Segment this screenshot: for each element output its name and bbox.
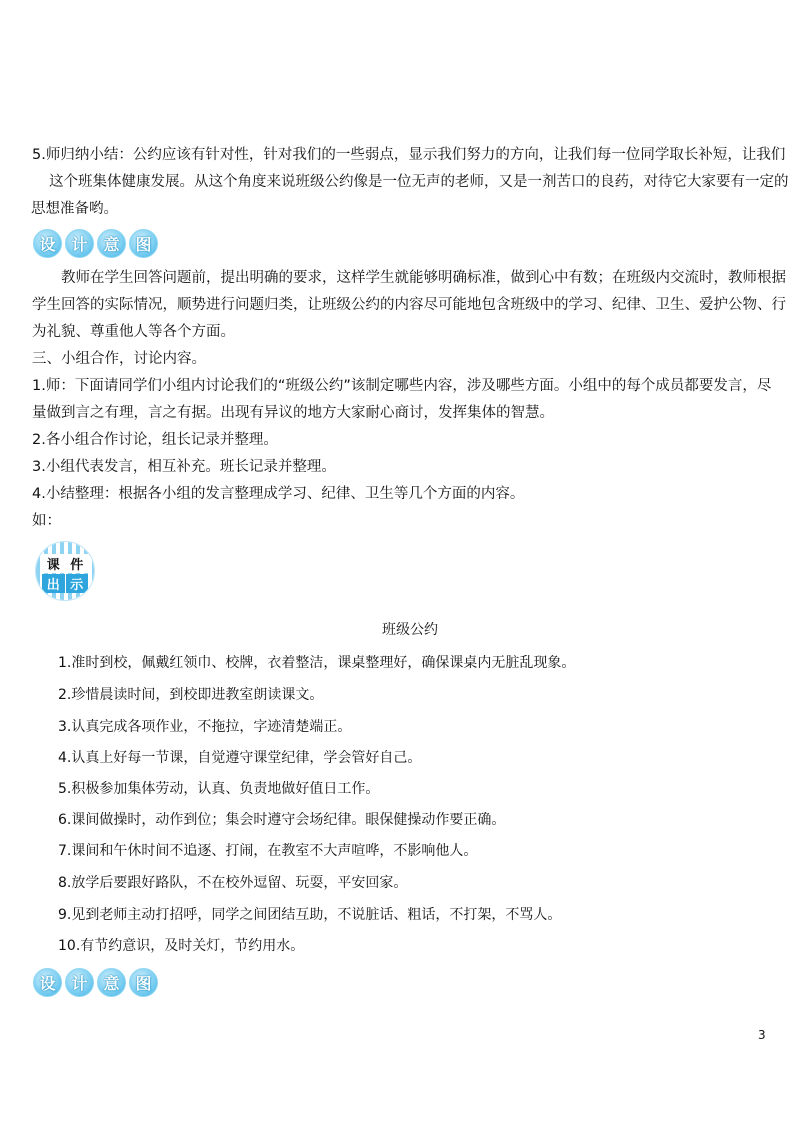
badge-char: 图 [129, 968, 158, 997]
badge-char: 计 [65, 968, 94, 997]
badge-char: 件 [66, 554, 89, 573]
rule-item: 9.见到老师主动打招呼，同学之间团结互助，不说脏话、粗话，不打架，不骂人。 [58, 907, 562, 923]
section-heading: 三、小组合作，讨论内容。 [32, 351, 206, 367]
rule-item: 6.课间做操时，动作到位；集会时遵守会场纪律。眼保健操动作要正确。 [58, 812, 506, 828]
step-1-line-2: 量做到言之有理，言之有据。出现有异议的地方大家耐心商讨，发挥集体的智慧。 [32, 405, 554, 421]
summary-line-2: 这个班集体健康发展。从这个角度来说班级公约像是一位无声的老师，又是一剂苦口的良药，对待它大家要有一定的 [49, 174, 789, 190]
badge-char: 计 [65, 229, 94, 258]
design-line-3: 为礼貌、尊重他人等各个方面。 [32, 324, 235, 340]
badge-char: 意 [97, 968, 126, 997]
rule-item: 2.珍惜晨读时间，到校即进教室朗读课文。 [58, 687, 324, 703]
design-intent-badge [33, 968, 158, 997]
rule-item: 8.放学后要跟好路队，不在校外逗留、玩耍，平安回家。 [58, 875, 408, 891]
step-3: 3.小组代表发言，相互补充。班长记录并整理。 [32, 459, 336, 475]
design-line-2: 学生回答的实际情况，顺势进行问题归类，让班级公约的内容尽可能地包含班级中的学习、纪律、卫生、爱护公物、行 [32, 297, 786, 313]
badge-char: 意 [97, 229, 126, 258]
example-label: 如： [32, 513, 61, 529]
convention-title: 班级公约 [382, 622, 438, 638]
rule-item: 3.认真完成各项作业，不拖拉，字迹清楚端正。 [58, 719, 352, 735]
rule-item: 4.认真上好每一节课，自觉遵守课堂纪律，学会管好自己。 [58, 750, 422, 766]
page-number: 3 [758, 1028, 766, 1042]
courseware-badge [35, 541, 95, 601]
badge-char: 设 [33, 968, 62, 997]
summary-line-1: 5.师归纳小结：公约应该有针对性，针对我们的一些弱点，显示我们努力的方向，让我们每一位同学取长补短，让我们 [32, 147, 786, 163]
rule-item: 7.课间和午休时间不追逐、打闹，在教室不大声喧哗，不影响他人。 [58, 843, 478, 859]
rule-item: 1.准时到校，佩戴红领巾、校牌，衣着整洁，课桌整理好，确保课桌内无脏乱现象。 [58, 655, 576, 671]
badge-char: 课 [42, 554, 65, 573]
rule-item: 10.有节约意识，及时关灯，节约用水。 [58, 938, 305, 954]
badge-char: 出 [42, 574, 65, 593]
step-1-line-1: 1.师：下面请同学们小组内讨论我们的“班级公约”该制定哪些内容，涉及哪些方面。小组中的每个成员都要发言，尽 [32, 378, 772, 394]
rule-item: 5.积极参加集体劳动，认真、负责地做好值日工作。 [58, 781, 380, 797]
summary-line-3: 思想准备哟。 [31, 201, 118, 217]
badge-char: 图 [129, 229, 158, 258]
design-intent-badge [33, 229, 158, 258]
design-line-1: 教师在学生回答问题前，提出明确的要求，这样学生就能够明确标准，做到心中有数；在班级内交流时，教师根据 [61, 270, 786, 286]
step-2: 2.各小组合作讨论，组长记录并整理。 [32, 432, 278, 448]
step-4: 4.小结整理：根据各小组的发言整理成学习、纪律、卫生等几个方面的内容。 [32, 486, 525, 502]
badge-char: 设 [33, 229, 62, 258]
badge-char: 示 [66, 574, 89, 593]
